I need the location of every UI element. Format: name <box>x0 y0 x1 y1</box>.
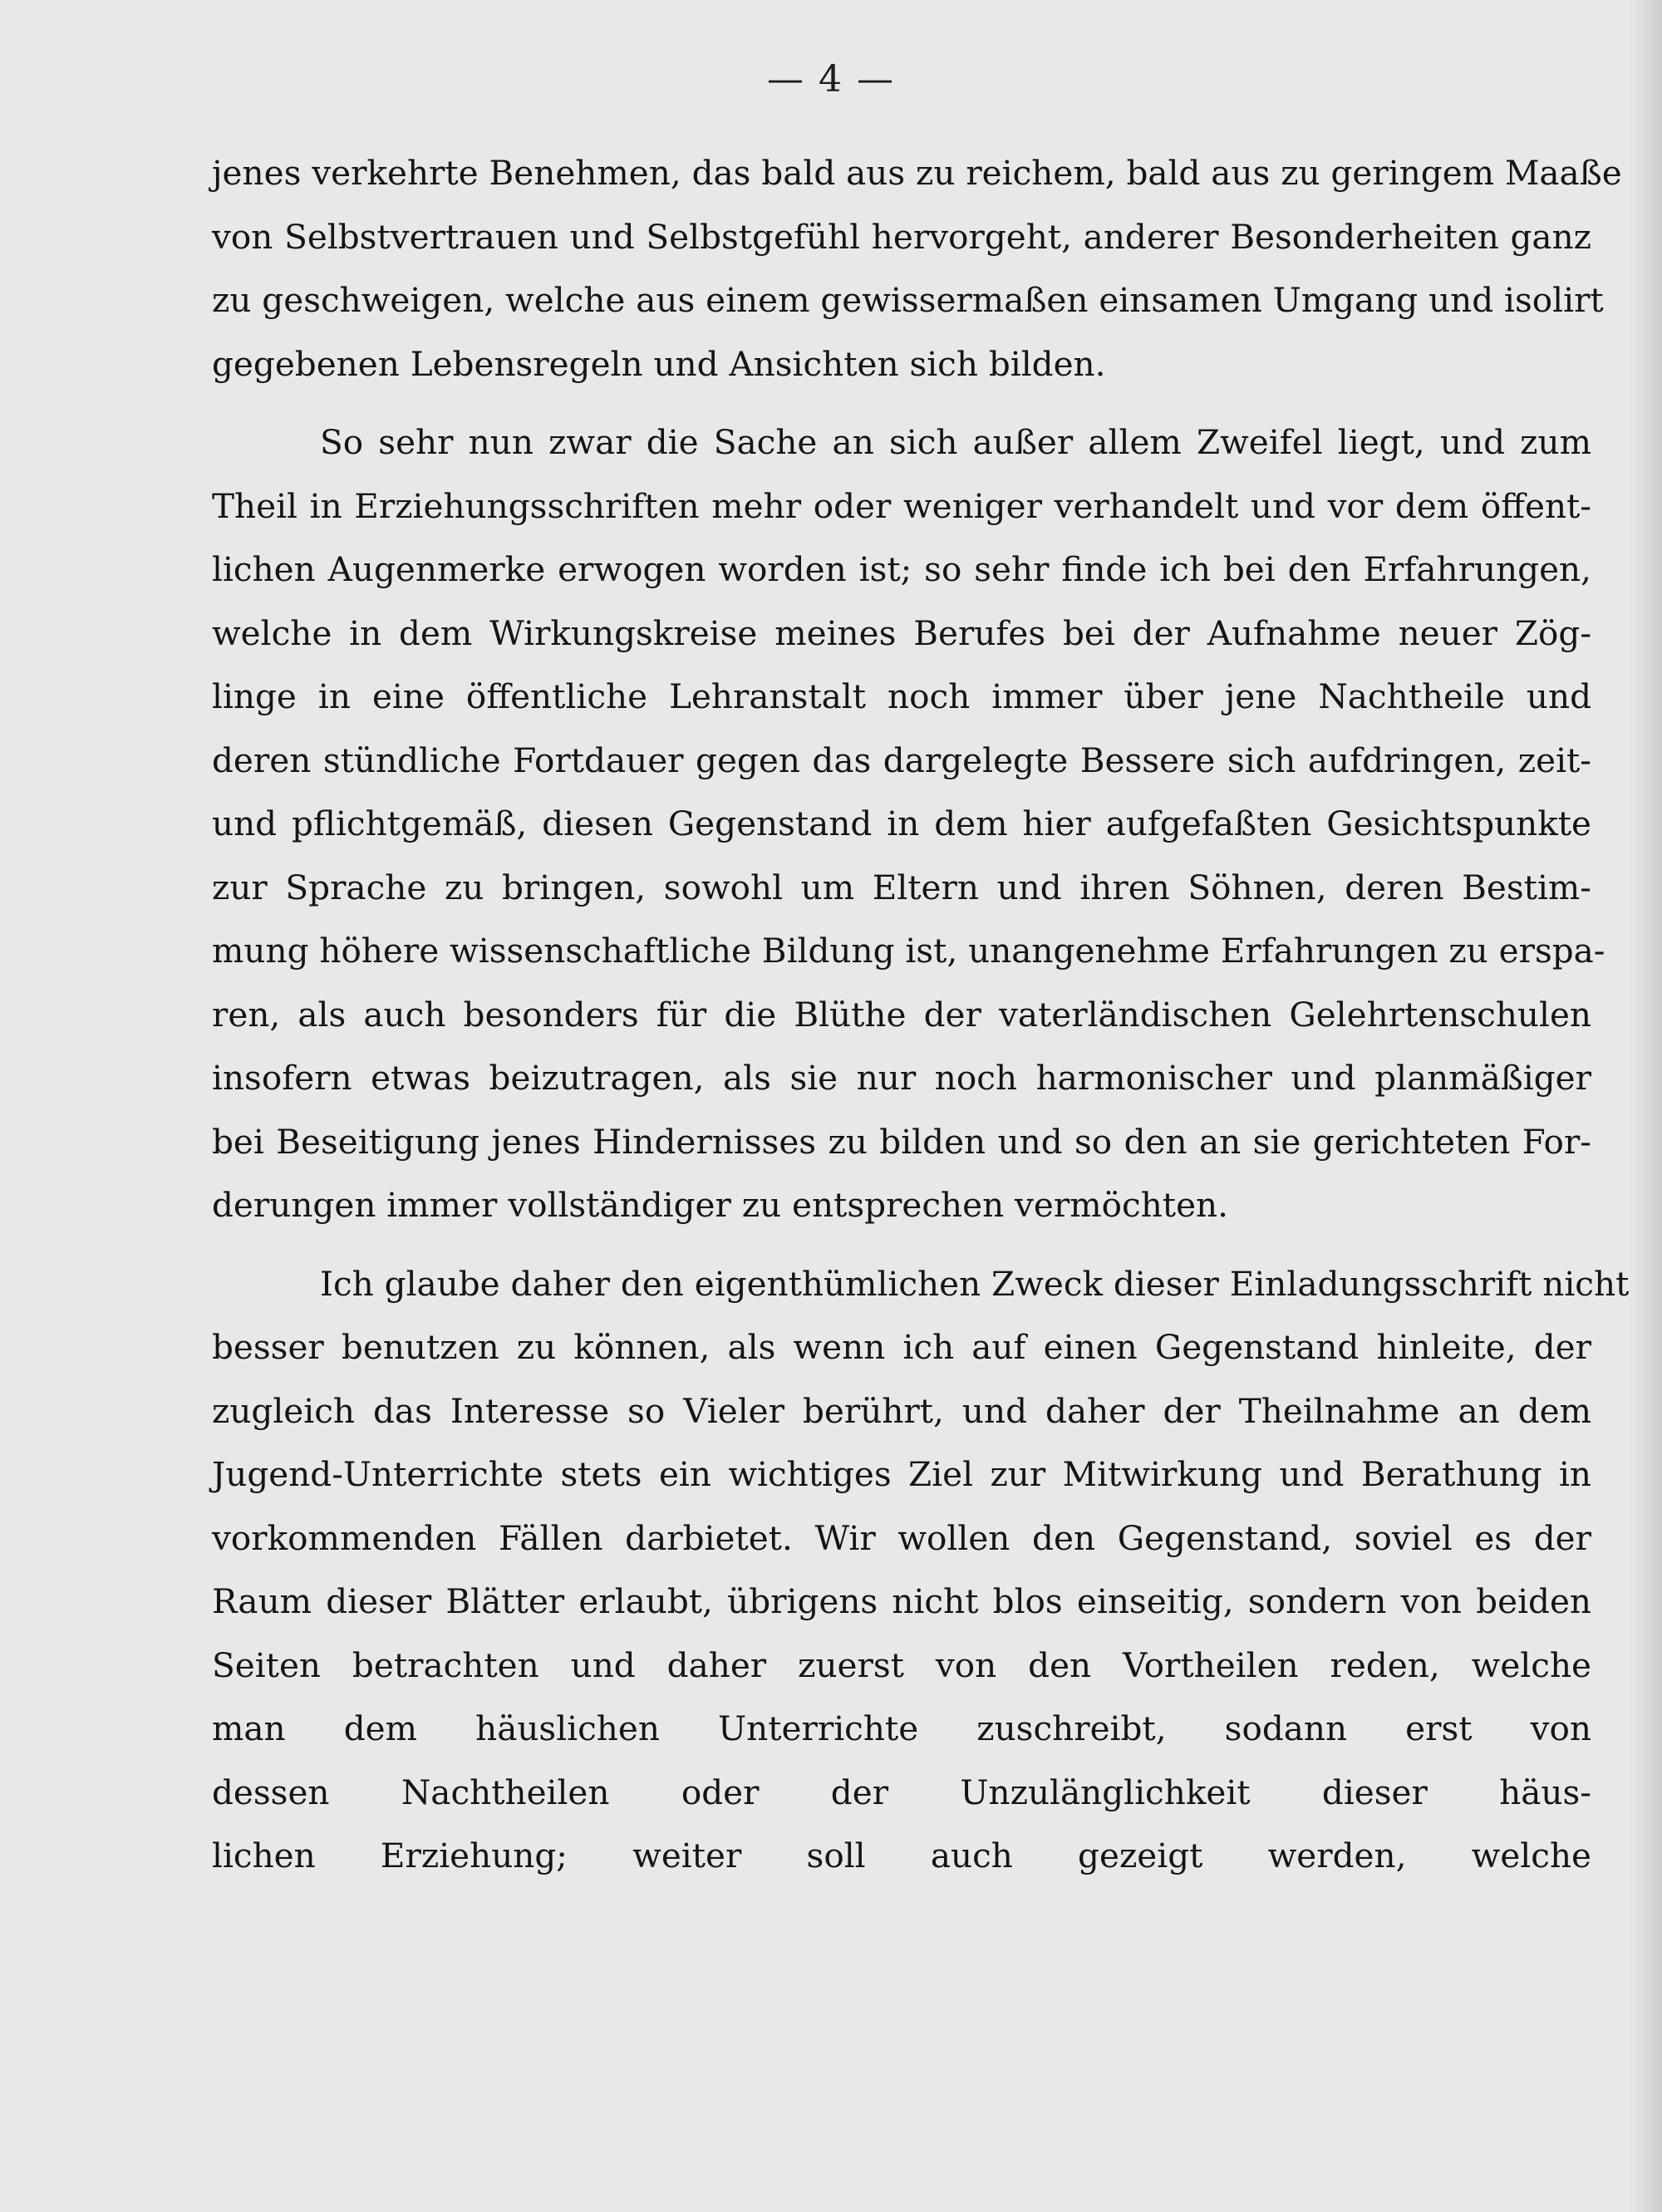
text-line: dessen Nachtheilen oder der Unzulänglichkeit dieser häus- <box>212 1772 1591 1812</box>
text-line: zu geschweigen, welche aus einem gewissermaßen einsamen Umgang und isolirt <box>212 280 1604 320</box>
text-line: besser benutzen zu können, als wenn ich auf einen Gegenstand hinleite, der <box>212 1327 1591 1367</box>
text-line: Seiten betrachten und daher zuerst von den Vortheilen reden, welche <box>212 1644 1591 1685</box>
text-line: jenes verkehrte Benehmen, das bald aus zu reichem, bald aus zu geringem Maaße <box>212 153 1622 193</box>
text-line: Raum dieser Blätter erlaubt, übrigens nicht blos einseitig, sondern von beiden <box>212 1581 1591 1621</box>
text-line: derungen immer vollständiger zu entsprechen vermöchten. <box>212 1185 1229 1225</box>
text-line: gegebenen Lebensregeln und Ansichten sich bilden. <box>212 343 1106 384</box>
text-line: von Selbstvertrauen und Selbstgefühl hervorgeht, anderer Besonderheiten ganz <box>212 216 1591 257</box>
paragraph-2 <box>212 410 1605 1237</box>
text-line: man dem häuslichen Unterrichte zuschreibt, sodann erst von <box>212 1708 1591 1748</box>
text-line: Ich glaube daher den eigenthümlichen Zweck dieser Einladungsschrift nicht <box>320 1263 1630 1304</box>
paragraph-1 <box>212 141 1622 396</box>
text-line: linge in eine öffentliche Lehranstalt noch immer über jene Nachtheile und <box>212 676 1591 716</box>
page-number: — 4 — <box>767 58 895 101</box>
text-line: zugleich das Interesse so Vieler berührt, und daher der Theilnahme an dem <box>212 1390 1591 1431</box>
paragraph-3 <box>212 1252 1630 1888</box>
text-line: insofern etwas beizutragen, als sie nur noch harmonischer und planmäßiger <box>212 1058 1591 1098</box>
text-line: mung höhere wissenschaftliche Bildung ist, unangenehme Erfahrungen zu erspa- <box>212 931 1605 971</box>
text-line: deren stündliche Fortdauer gegen das dargelegte Bessere sich aufdringen, zeit- <box>212 740 1591 780</box>
text-line: welche in dem Wirkungskreise meines Berufes bei der Aufnahme neuer Zög- <box>212 612 1591 653</box>
text-line: ren, als auch besonders für die Blüthe der vaterländischen Gelehrtenschulen <box>212 994 1591 1035</box>
text-line: So sehr nun zwar die Sache an sich außer allem Zweifel liegt, und zum <box>320 422 1591 462</box>
text-line: vorkommenden Fällen darbietet. Wir wollen den Gegenstand, soviel es der <box>212 1517 1591 1558</box>
text-line: Theil in Erziehungsschriften mehr oder weniger verhandelt und vor dem öffent- <box>212 485 1591 526</box>
text-line: lichen Augenmerke erwogen worden ist; so sehr finde ich bei den Erfahrungen, <box>212 549 1591 589</box>
text-line: lichen Erziehung; weiter soll auch gezeigt werden, welche <box>212 1836 1591 1875</box>
body-text <box>212 141 1630 1888</box>
text-line: bei Beseitigung jenes Hindernisses zu bilden und so den an sie gerichteten For- <box>212 1121 1591 1162</box>
text-line: und pflichtgemäß, diesen Gegenstand in dem hier aufgefaßten Gesichtspunkte <box>212 804 1591 843</box>
text-line: Jugend-Unterrichte stets ein wichtiges Ziel zur Mitwirkung und Berathung in <box>212 1454 1591 1494</box>
text-line: zur Sprache zu bringen, sowohl um Eltern und ihren Söhnen, deren Bestim- <box>212 867 1591 907</box>
